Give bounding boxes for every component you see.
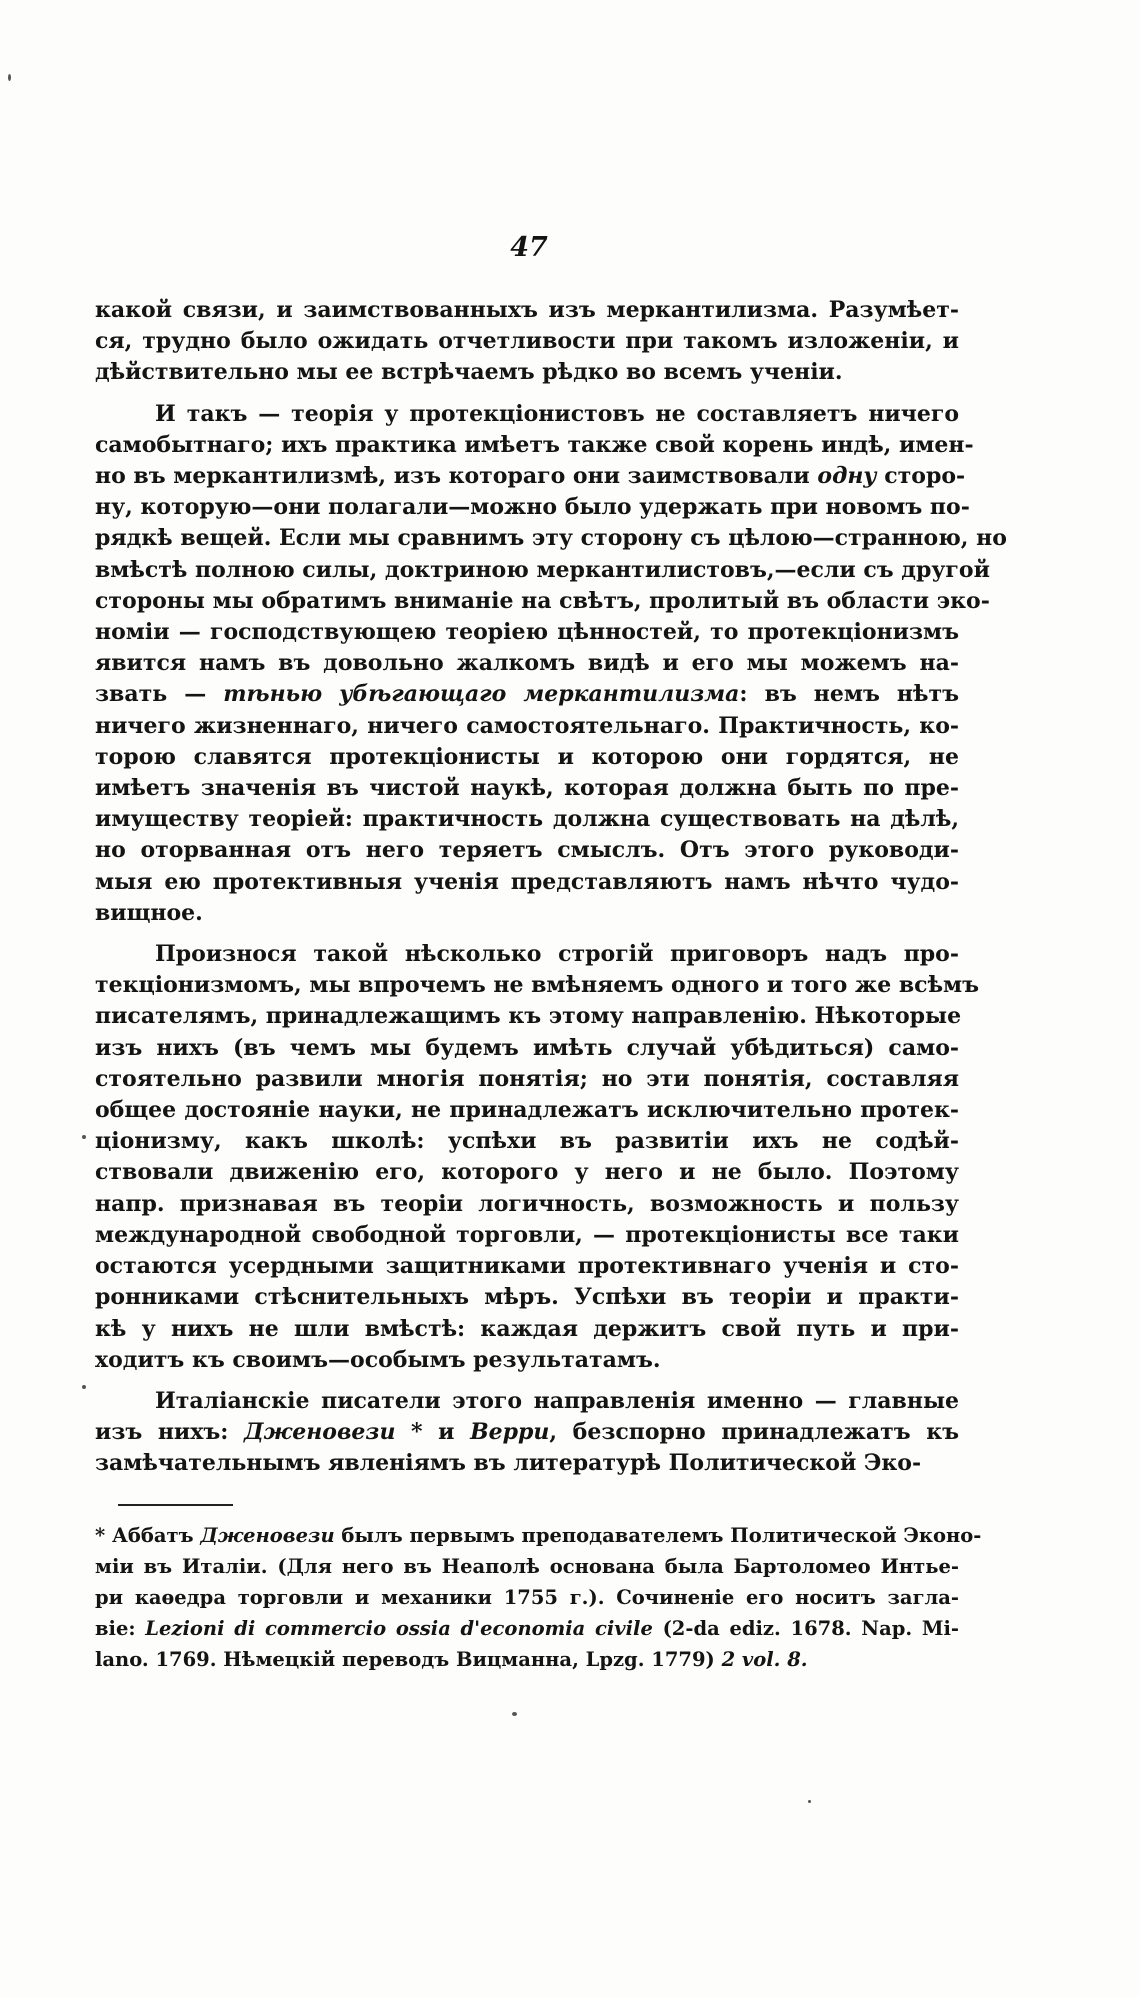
- italic-text: Lezioni di commercio ossia d'economia civile: [145, 1617, 653, 1640]
- text-line: но оторванная отъ него теряетъ смыслъ. Отъ этого руководи-: [95, 837, 959, 864]
- paragraph: [95, 399, 1007, 929]
- text-line: ну, которую—они полагали—можно было удержать при новомъ по-: [95, 494, 970, 521]
- print-speck: [82, 1135, 86, 1139]
- text-line: изъ нихъ: Дженовези * и Верри, безспорно принадлежатъ къ: [95, 1419, 959, 1446]
- text-line: изъ нихъ (въ чемъ мы будемъ имѣть случай убѣдиться) само-: [95, 1034, 959, 1061]
- text-line: номіи — господствующею теоріею цѣнностей, то протекціонизмъ: [95, 619, 959, 646]
- text-line: ціонизму, какъ школѣ: успѣхи въ развитіи ихъ не содѣй-: [95, 1128, 959, 1155]
- text-line: ронниками стѣснительныхъ мѣръ. Успѣхи въ теоріи и практи-: [95, 1284, 959, 1311]
- footnote-line: віе: Lezioni di commercio ossia d'economia civile (2-da ediz. 1678. Nap. Mi-: [95, 1617, 959, 1640]
- text-line: вмѣстѣ полною силы, доктриною меркантилистовъ,—если съ другой: [95, 556, 990, 583]
- text-line: мыя ею протективныя ученія представляютъ намъ нѣчто чудо-: [95, 868, 959, 895]
- italic-text: 2 vol. 8.: [721, 1648, 808, 1671]
- text-line: ходитъ къ своимъ—особымъ результатамъ.: [95, 1346, 661, 1373]
- text-line: Произнося такой нѣсколько строгій приговоръ надъ про-: [155, 941, 959, 968]
- text-line: самобытнаго; ихъ практика имѣетъ также свой корень индѣ, имен-: [95, 431, 974, 458]
- text-line: но въ меркантилизмѣ, изъ котораго они заимствовали одну сторо-: [95, 463, 966, 490]
- main-text: [95, 295, 1007, 1490]
- text-line: имуществу теоріей: практичность должна существовать на дѣлѣ,: [95, 806, 959, 833]
- italic-text: Верри: [470, 1419, 550, 1446]
- print-speck: [8, 74, 11, 81]
- footnote: [95, 1520, 982, 1675]
- text-line: торою славятся протекціонисты и которою они гордятся, не: [95, 743, 959, 770]
- text-line: дѣйствительно мы ее встрѣчаемъ рѣдко во всемъ ученіи.: [95, 359, 843, 386]
- footnote-line: lano. 1769. Нѣмецкій переводъ Вицманна, Lpzg. 1779) 2 vol. 8.: [95, 1648, 808, 1671]
- text-line: общее достояніе науки, не принадлежатъ исключительно протек-: [95, 1097, 959, 1124]
- page-number: 47: [510, 232, 548, 263]
- text-line: вищное.: [95, 899, 203, 926]
- text-line: И такъ — теорія у протекціонистовъ не составляетъ ничего: [155, 400, 959, 427]
- text-line: ничего жизненнаго, ничего самостоятельнаго. Практичность, ко-: [95, 712, 959, 739]
- text-line: ся, трудно было ожидать отчетливости при такомъ изложеніи, и: [95, 328, 959, 355]
- footnote-line: * Аббатъ Дженовези былъ первымъ преподавателемъ Политической Эконо-: [95, 1524, 982, 1547]
- text-line: кѣ у нихъ не шли вмѣстѣ: каждая держитъ свой путь и при-: [95, 1315, 959, 1342]
- text-line: имѣетъ значенія въ чистой наукѣ, которая должна быть по пре-: [95, 775, 959, 802]
- text-line: Италіанскіе писатели этого направленія именно — главные: [155, 1387, 959, 1414]
- text-line: напр. признавая въ теоріи логичность, возможность и пользу: [95, 1190, 959, 1217]
- italic-text: одну: [817, 463, 877, 490]
- text-line: какой связи, и заимствованныхъ изъ меркантилизма. Разумѣет-: [95, 297, 959, 323]
- text-line: текціонизмомъ, мы впрочемъ не вмѣняемъ одного и того же всѣмъ: [95, 972, 980, 999]
- italic-text: Дженовези: [200, 1524, 335, 1547]
- text-line: явится намъ въ довольно жалкомъ видѣ и его мы можемъ на-: [95, 650, 959, 677]
- paragraph: [95, 1386, 959, 1480]
- paragraph: [95, 295, 959, 389]
- text-line: писателямъ, принадлежащимъ къ этому направленію. Нѣкоторые: [95, 1003, 962, 1030]
- text-line: остаются усердными защитниками протективнаго ученія и сто-: [95, 1253, 959, 1280]
- italic-text: тѣнью убѣгающаго меркантилизма: [223, 681, 740, 708]
- paragraph: [95, 939, 980, 1376]
- footnote-line: ри каѳедра торговли и механики 1755 г.). Сочиненіе его носитъ загла-: [95, 1586, 959, 1609]
- italic-text: Дженовези: [243, 1419, 396, 1446]
- print-speck: [808, 1800, 811, 1803]
- text-line: рядкѣ вещей. Если мы сравнимъ эту сторону съ цѣлою—странною, но: [95, 525, 1007, 552]
- text-line: замѣчательнымъ явленіямъ въ литературѣ Политической Эко-: [95, 1450, 922, 1477]
- print-speck: [512, 1712, 517, 1716]
- footnote-divider: [118, 1504, 233, 1506]
- text-line: стороны мы обратимъ вниманіе на свѣтъ, пролитый въ области эко-: [95, 587, 990, 614]
- text-line: международной свободной торговли, — протекціонисты все таки: [95, 1221, 959, 1248]
- text-line: стоятельно развили многія понятія; но эти понятія, составляя: [95, 1065, 959, 1092]
- footnote-line: міи въ Италіи. (Для него въ Неаполѣ основана была Бартоломео Интье-: [95, 1555, 959, 1578]
- print-speck: [82, 1385, 86, 1389]
- text-line: звать — тѣнью убѣгающаго меркантилизма: въ немъ нѣтъ: [95, 681, 959, 708]
- text-line: ствовали движенію его, которого у него и не было. Поэтому: [95, 1159, 959, 1186]
